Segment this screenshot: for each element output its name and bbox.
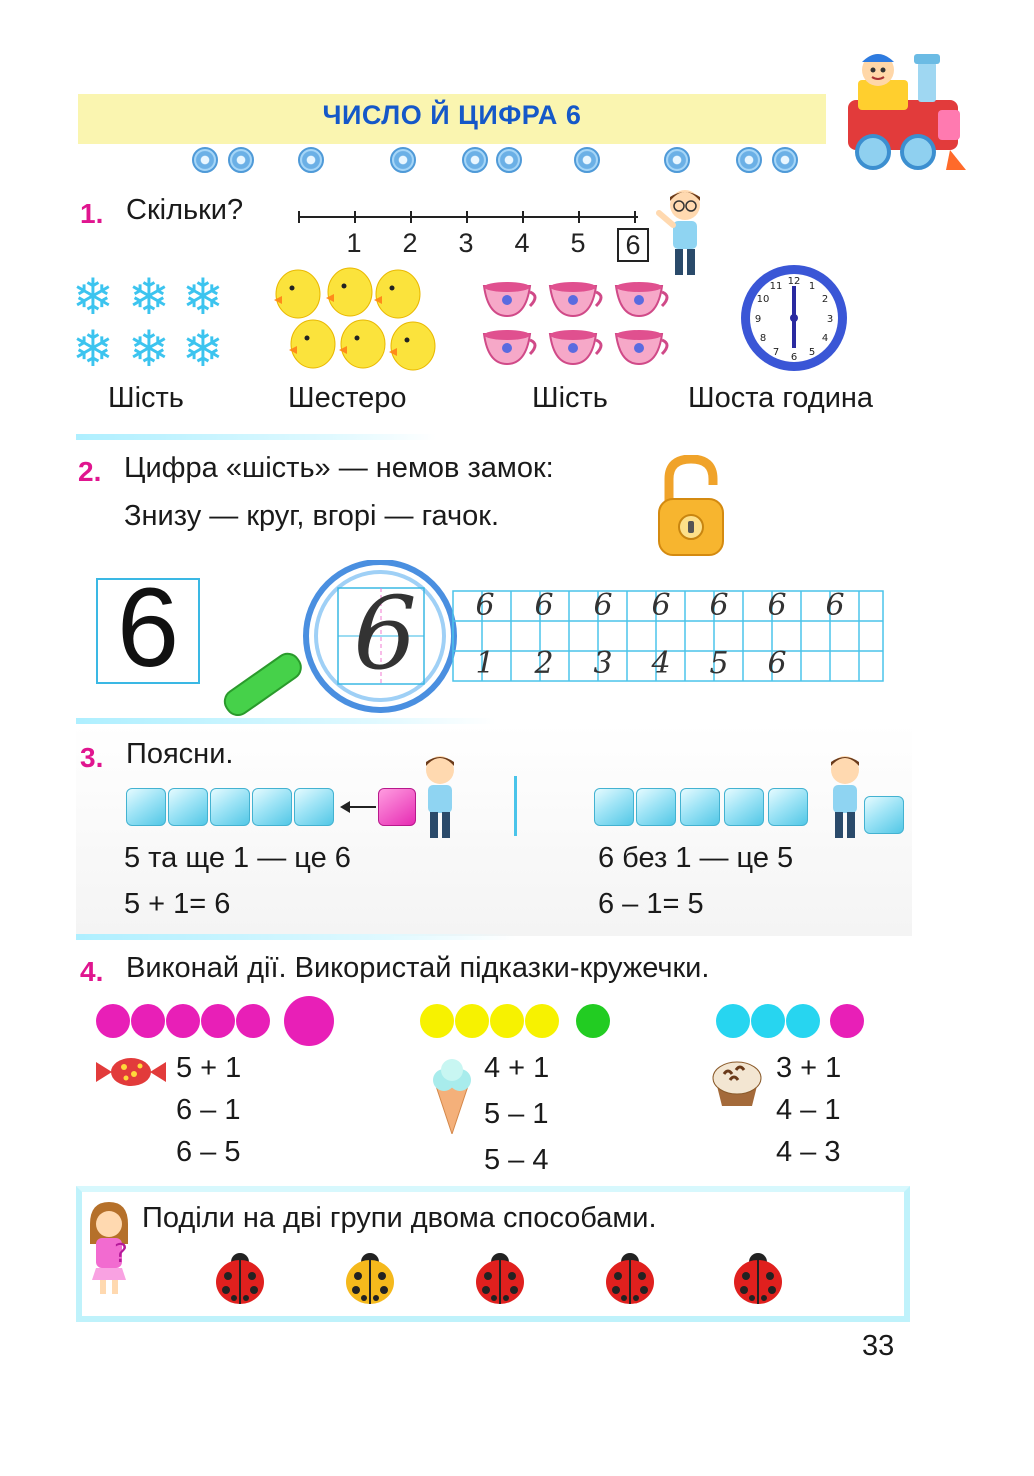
ladybug-red-icon <box>212 1250 268 1306</box>
arrow-left-icon <box>342 806 376 808</box>
cube-icon <box>636 788 676 826</box>
cupcake-icon <box>708 1058 766 1108</box>
ice-cream-icon <box>428 1058 476 1134</box>
expression: 5 + 1 <box>176 1052 242 1084</box>
expression: 6 – 5 <box>176 1136 241 1168</box>
explain-right-line1: 6 без 1 — це 5 <box>598 842 794 874</box>
copy-digit: 6 <box>534 588 554 623</box>
cube-icon <box>252 788 292 826</box>
clock-numeral: 6 <box>790 352 798 363</box>
section-divider <box>76 934 516 940</box>
chicks-icon <box>268 262 443 377</box>
wheel-icon <box>574 147 600 173</box>
expression: 4 – 3 <box>776 1136 841 1168</box>
expression: 5 – 1 <box>484 1098 549 1130</box>
number-line-label: 4 <box>514 228 530 258</box>
girl-icon <box>84 1200 134 1296</box>
expression: 3 + 1 <box>776 1052 842 1084</box>
cube-icon <box>168 788 208 826</box>
expression: 4 – 1 <box>776 1094 841 1126</box>
hint-dot-magenta <box>201 1004 235 1038</box>
wheel-icon <box>664 147 690 173</box>
snowflake-icon: ❄ <box>182 269 224 325</box>
bonus-prompt: Поділи на дві групи двома способами. <box>142 1202 657 1234</box>
poem-line-1: Цифра «шість» — немов замок: <box>124 452 554 484</box>
clock-numeral: 1 <box>808 281 816 292</box>
clock-numeral: 7 <box>772 347 780 358</box>
ladybug-red-icon <box>730 1250 786 1306</box>
number-line-label: 2 <box>402 228 418 258</box>
task-number: 4. <box>80 956 104 987</box>
loupe-digit: 6 <box>353 575 417 692</box>
poem-line-2: Знизу — круг, вгорі — гачок. <box>124 500 500 532</box>
hint-dot-cyan <box>716 1004 750 1038</box>
svg-text:?: ? <box>114 1239 128 1269</box>
boy-icon <box>414 752 466 842</box>
cube-icon <box>768 788 808 826</box>
task-prompt: Виконай дії. Використай підказки-кружечки. <box>126 952 710 984</box>
padlock-icon <box>655 455 727 560</box>
hint-dot-cyan <box>786 1004 820 1038</box>
snowflake-icon: ❄ <box>72 269 114 325</box>
copy-digit: 6 <box>651 588 671 623</box>
cube-icon <box>864 796 904 834</box>
hint-dot-magenta <box>830 1004 864 1038</box>
hint-dot-yellow <box>525 1004 559 1038</box>
count-digit: 5 <box>709 646 729 681</box>
snowflake-icon: ❄ <box>128 321 170 377</box>
boy-icon <box>655 185 715 280</box>
explain-left-line1: 5 та ще 1 — це 6 <box>124 842 351 874</box>
locomotive-icon <box>818 40 968 180</box>
caption-clock: Шоста година <box>688 382 874 414</box>
count-digit: 6 <box>767 646 787 681</box>
count-digit: 1 <box>475 646 495 681</box>
snowflake-icon: ❄ <box>72 321 114 377</box>
snowflake-icon: ❄ <box>182 321 224 377</box>
clock-numeral: 3 <box>826 314 834 325</box>
number-line <box>298 216 638 218</box>
number-line-label: 1 <box>346 228 362 258</box>
expression: 5 – 4 <box>484 1144 549 1176</box>
clock-numeral: 11 <box>769 281 783 292</box>
number-line-label: 5 <box>570 228 586 258</box>
caption-chicks: Шестеро <box>288 382 407 414</box>
copy-digit: 6 <box>767 588 787 623</box>
hint-dot-yellow <box>420 1004 454 1038</box>
teacups-icon <box>480 280 670 372</box>
copy-digit: 6 <box>709 588 729 623</box>
big-digit: 6 <box>116 565 180 690</box>
hint-dot-magenta <box>236 1004 270 1038</box>
snowflake-icon: ❄ <box>128 269 170 325</box>
task-number: 1. <box>80 198 104 229</box>
hint-dot-magenta <box>166 1004 200 1038</box>
clock-numeral: 8 <box>759 333 767 344</box>
clock-numeral: 5 <box>808 347 816 358</box>
wheel-icon <box>192 147 218 173</box>
pink-cube-icon <box>378 788 416 826</box>
boy-icon <box>822 752 868 842</box>
caption-teacups: Шість <box>532 382 608 414</box>
wheel-icon <box>298 147 324 173</box>
hint-dot-magenta-large <box>284 996 334 1046</box>
count-digit: 2 <box>534 646 554 681</box>
hint-dot-yellow <box>455 1004 489 1038</box>
clock-numeral: 12 <box>787 276 801 287</box>
task-prompt: Скільки? <box>126 194 244 226</box>
wheel-icon <box>228 147 254 173</box>
number-line-label-boxed: 6 <box>617 228 649 262</box>
column-divider <box>514 776 517 836</box>
hint-dot-magenta <box>96 1004 130 1038</box>
clock-numeral: 2 <box>821 294 829 305</box>
number-line-label: 3 <box>458 228 474 258</box>
wheel-icon <box>772 147 798 173</box>
wheel-icon <box>390 147 416 173</box>
cube-icon <box>210 788 250 826</box>
cube-icon <box>126 788 166 826</box>
cube-icon <box>680 788 720 826</box>
page-number: 33 <box>862 1330 895 1362</box>
cube-icon <box>594 788 634 826</box>
wheel-icon <box>736 147 762 173</box>
explain-left-line2: 5 + 1= 6 <box>124 888 231 920</box>
ladybug-red-icon <box>602 1250 658 1306</box>
copy-digit: 6 <box>475 588 495 623</box>
hint-dot-yellow <box>490 1004 524 1038</box>
clock-numeral: 10 <box>756 294 770 305</box>
clock-numeral: 4 <box>821 333 829 344</box>
task-number: 3. <box>80 742 104 773</box>
hint-dot-green <box>576 1004 610 1038</box>
hint-dot-cyan <box>751 1004 785 1038</box>
wheel-icon <box>462 147 488 173</box>
wheel-icon <box>496 147 522 173</box>
candy-icon <box>96 1054 166 1090</box>
hint-dot-magenta <box>131 1004 165 1038</box>
task-prompt: Поясни. <box>126 738 234 770</box>
copy-digit: 6 <box>593 588 613 623</box>
cube-icon <box>294 788 334 826</box>
explain-right-line2: 6 – 1= 5 <box>598 888 704 920</box>
count-digit: 3 <box>593 646 613 681</box>
section-divider <box>76 434 436 440</box>
expression: 6 – 1 <box>176 1094 241 1126</box>
task-number: 2. <box>78 456 102 487</box>
clock-icon <box>738 262 850 374</box>
copy-digit: 6 <box>825 588 845 623</box>
ladybug-yellow-icon <box>342 1250 398 1306</box>
count-digit: 4 <box>651 646 671 681</box>
clock-numeral: 9 <box>754 314 762 325</box>
cube-icon <box>724 788 764 826</box>
ladybug-red-icon <box>472 1250 528 1306</box>
page-title: ЧИСЛО Й ЦИФРА 6 <box>322 100 582 130</box>
caption-snowflakes: Шість <box>108 382 184 414</box>
expression: 4 + 1 <box>484 1052 550 1084</box>
